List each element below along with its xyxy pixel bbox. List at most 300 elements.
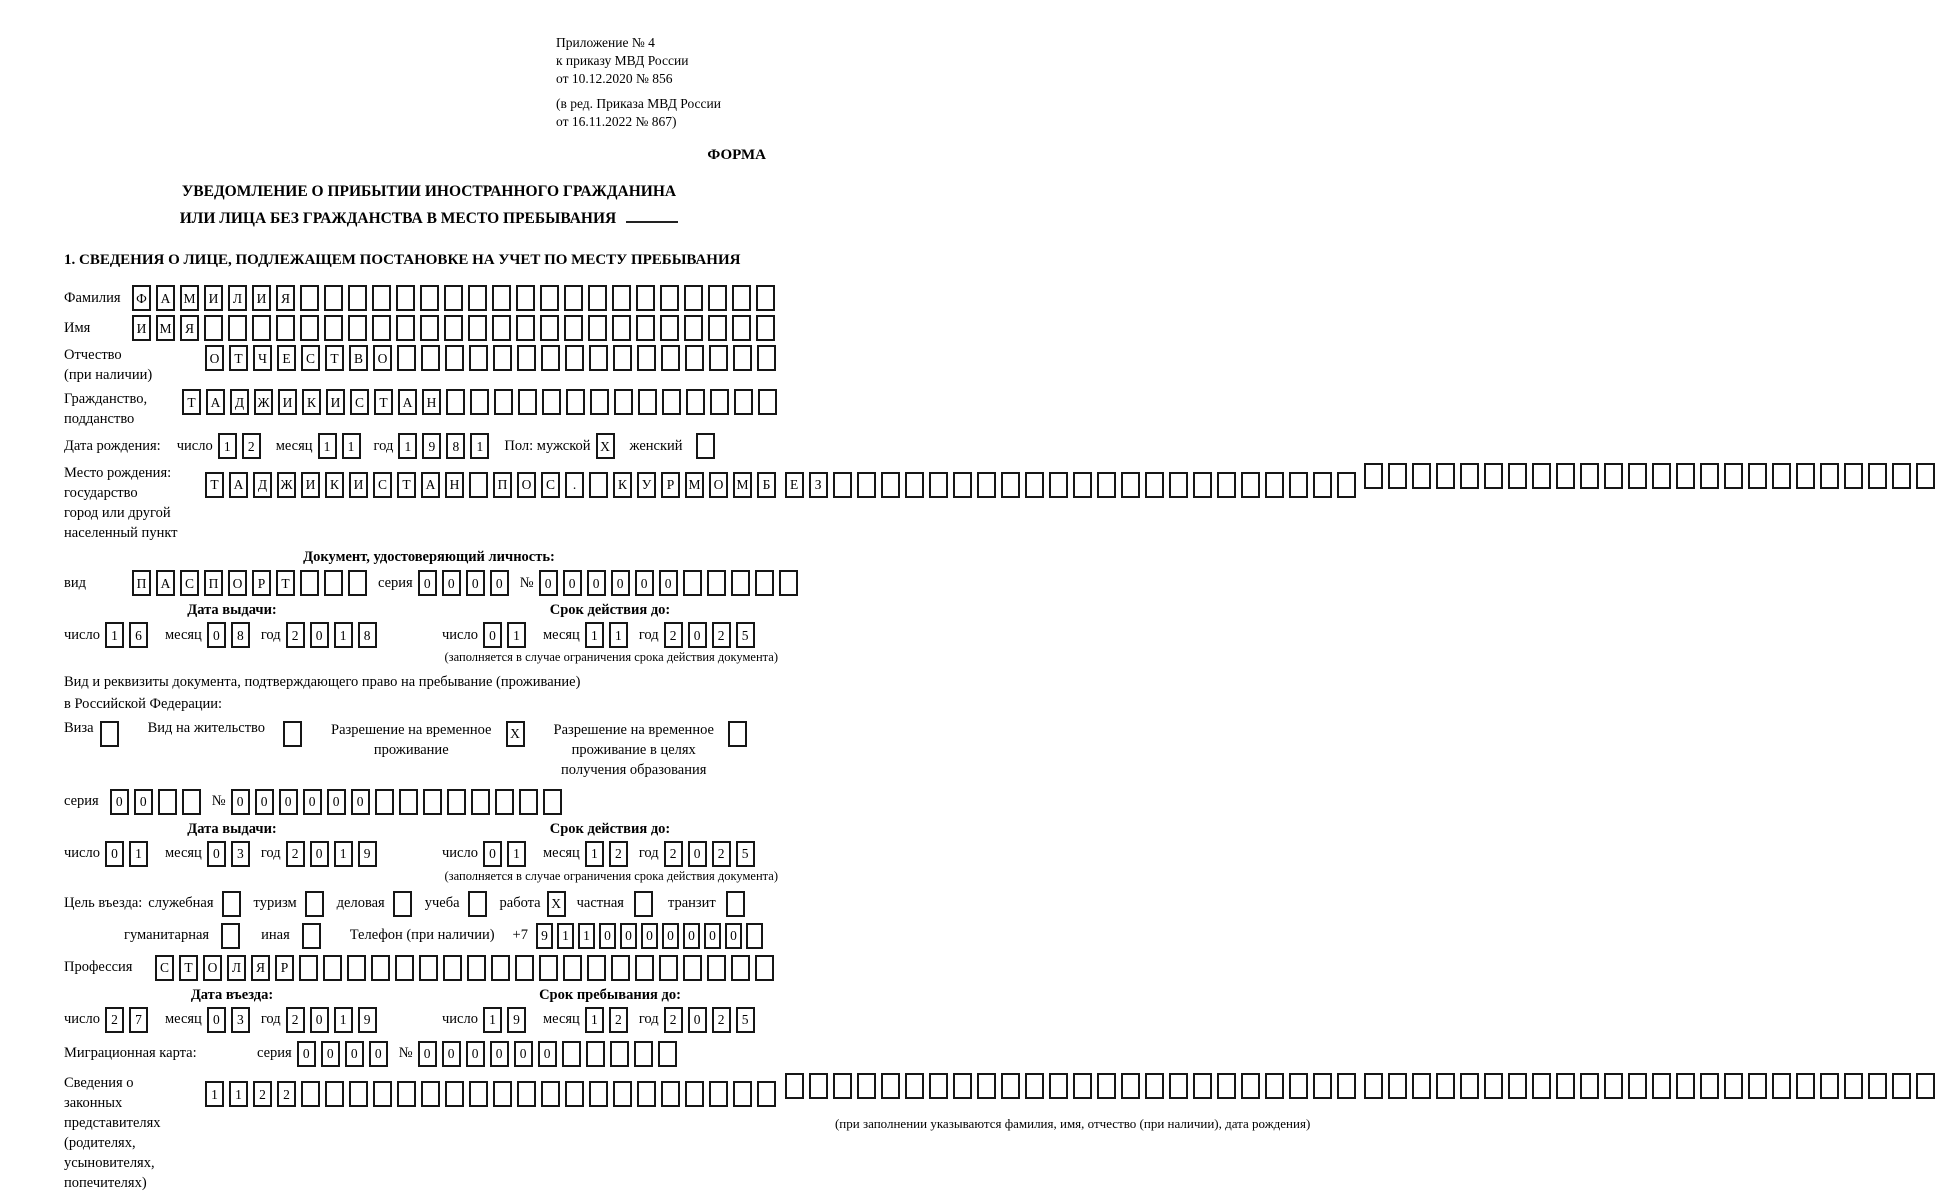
char-cell[interactable] xyxy=(1289,1073,1308,1099)
char-cell[interactable] xyxy=(564,285,583,311)
char-cell[interactable]: 1 xyxy=(229,1081,248,1107)
char-cell[interactable]: 6 xyxy=(129,622,148,648)
char-cell[interactable]: 0 xyxy=(207,622,226,648)
char-cell[interactable]: 0 xyxy=(255,789,274,815)
char-cell[interactable] xyxy=(562,1041,581,1067)
char-cell[interactable] xyxy=(539,955,558,981)
char-cell[interactable]: 0 xyxy=(483,622,502,648)
char-cell[interactable]: 0 xyxy=(538,1041,557,1067)
char-cell[interactable]: У xyxy=(637,472,656,498)
char-cell[interactable] xyxy=(1241,472,1260,498)
char-cell[interactable] xyxy=(1652,1073,1671,1099)
char-cell[interactable] xyxy=(1265,1073,1284,1099)
char-cell[interactable]: 9 xyxy=(507,1007,526,1033)
char-cell[interactable]: 0 xyxy=(688,1007,707,1033)
char-cell[interactable] xyxy=(300,570,319,596)
char-cell[interactable]: О xyxy=(373,345,392,371)
char-cell[interactable] xyxy=(283,721,302,747)
char-cell[interactable] xyxy=(372,285,391,311)
char-cell[interactable] xyxy=(1604,1073,1623,1099)
char-cell[interactable]: 0 xyxy=(688,841,707,867)
char-cell[interactable] xyxy=(541,1081,560,1107)
char-cell[interactable] xyxy=(905,472,924,498)
char-cell[interactable]: И xyxy=(204,285,223,311)
char-cell[interactable] xyxy=(614,389,633,415)
char-cell[interactable] xyxy=(1604,463,1623,489)
char-cell[interactable]: А xyxy=(421,472,440,498)
char-cell[interactable] xyxy=(1700,1073,1719,1099)
char-cell[interactable]: К xyxy=(613,472,632,498)
char-cell[interactable] xyxy=(1724,1073,1743,1099)
char-cell[interactable]: 7 xyxy=(129,1007,148,1033)
char-cell[interactable]: 1 xyxy=(470,433,489,459)
char-cell[interactable] xyxy=(1337,472,1356,498)
char-cell[interactable] xyxy=(1169,1073,1188,1099)
char-cell[interactable]: Ф xyxy=(132,285,151,311)
char-cell[interactable] xyxy=(1145,1073,1164,1099)
char-cell[interactable] xyxy=(660,285,679,311)
char-cell[interactable]: 2 xyxy=(712,841,731,867)
char-cell[interactable] xyxy=(517,1081,536,1107)
char-cell[interactable] xyxy=(324,285,343,311)
char-cell[interactable]: 0 xyxy=(345,1041,364,1067)
char-cell[interactable] xyxy=(1916,1073,1935,1099)
char-cell[interactable] xyxy=(636,315,655,341)
char-cell[interactable]: 0 xyxy=(418,1041,437,1067)
char-cell[interactable] xyxy=(300,285,319,311)
char-cell[interactable] xyxy=(611,955,630,981)
char-cell[interactable] xyxy=(929,1073,948,1099)
char-cell[interactable]: 2 xyxy=(242,433,261,459)
char-cell[interactable]: 2 xyxy=(664,622,683,648)
char-cell[interactable] xyxy=(494,389,513,415)
char-cell[interactable]: И xyxy=(132,315,151,341)
char-cell[interactable] xyxy=(755,955,774,981)
char-cell[interactable] xyxy=(543,789,562,815)
char-cell[interactable]: 0 xyxy=(620,923,637,949)
char-cell[interactable] xyxy=(731,955,750,981)
char-cell[interactable]: 0 xyxy=(490,1041,509,1067)
char-cell[interactable]: Л xyxy=(227,955,246,981)
char-cell[interactable]: О xyxy=(203,955,222,981)
char-cell[interactable]: О xyxy=(205,345,224,371)
char-cell[interactable] xyxy=(301,1081,320,1107)
char-cell[interactable] xyxy=(586,1041,605,1067)
char-cell[interactable] xyxy=(637,345,656,371)
char-cell[interactable] xyxy=(881,1073,900,1099)
char-cell[interactable]: Т xyxy=(182,389,201,415)
char-cell[interactable] xyxy=(1892,1073,1911,1099)
char-cell[interactable] xyxy=(685,345,704,371)
char-cell[interactable] xyxy=(785,1073,804,1099)
char-cell[interactable] xyxy=(1097,1073,1116,1099)
char-cell[interactable]: О xyxy=(517,472,536,498)
char-cell[interactable] xyxy=(1484,463,1503,489)
char-cell[interactable] xyxy=(953,472,972,498)
char-cell[interactable]: 2 xyxy=(664,1007,683,1033)
char-cell[interactable]: 2 xyxy=(286,841,305,867)
char-cell[interactable] xyxy=(905,1073,924,1099)
char-cell[interactable]: 0 xyxy=(635,570,654,596)
char-cell[interactable] xyxy=(881,472,900,498)
char-cell[interactable] xyxy=(662,389,681,415)
char-cell[interactable] xyxy=(468,285,487,311)
char-cell[interactable]: 0 xyxy=(442,1041,461,1067)
char-cell[interactable] xyxy=(1532,1073,1551,1099)
char-cell[interactable]: С xyxy=(350,389,369,415)
char-cell[interactable] xyxy=(708,315,727,341)
char-cell[interactable] xyxy=(420,285,439,311)
char-cell[interactable] xyxy=(833,1073,852,1099)
char-cell[interactable] xyxy=(746,923,763,949)
char-cell[interactable]: 2 xyxy=(253,1081,272,1107)
char-cell[interactable] xyxy=(589,472,608,498)
char-cell[interactable] xyxy=(732,315,751,341)
char-cell[interactable]: П xyxy=(132,570,151,596)
char-cell[interactable] xyxy=(492,315,511,341)
char-cell[interactable] xyxy=(733,345,752,371)
char-cell[interactable]: 8 xyxy=(446,433,465,459)
char-cell[interactable] xyxy=(421,345,440,371)
char-cell[interactable]: М xyxy=(685,472,704,498)
char-cell[interactable] xyxy=(953,1073,972,1099)
char-cell[interactable]: С xyxy=(301,345,320,371)
char-cell[interactable] xyxy=(1436,463,1455,489)
char-cell[interactable] xyxy=(324,315,343,341)
char-cell[interactable]: Н xyxy=(422,389,441,415)
char-cell[interactable] xyxy=(1241,1073,1260,1099)
char-cell[interactable] xyxy=(1580,1073,1599,1099)
char-cell[interactable] xyxy=(396,315,415,341)
char-cell[interactable] xyxy=(661,1081,680,1107)
char-cell[interactable] xyxy=(540,285,559,311)
char-cell[interactable]: 9 xyxy=(358,1007,377,1033)
char-cell[interactable]: X xyxy=(596,433,615,459)
char-cell[interactable] xyxy=(1508,1073,1527,1099)
char-cell[interactable] xyxy=(1121,472,1140,498)
char-cell[interactable] xyxy=(1313,472,1332,498)
char-cell[interactable] xyxy=(1265,472,1284,498)
char-cell[interactable] xyxy=(348,285,367,311)
char-cell[interactable] xyxy=(1556,1073,1575,1099)
char-cell[interactable] xyxy=(395,955,414,981)
char-cell[interactable]: 8 xyxy=(358,622,377,648)
char-cell[interactable] xyxy=(302,923,321,949)
char-cell[interactable]: 0 xyxy=(351,789,370,815)
char-cell[interactable]: О xyxy=(228,570,247,596)
char-cell[interactable]: П xyxy=(493,472,512,498)
char-cell[interactable]: 2 xyxy=(286,622,305,648)
char-cell[interactable]: 5 xyxy=(736,622,755,648)
char-cell[interactable]: 2 xyxy=(105,1007,124,1033)
char-cell[interactable] xyxy=(612,285,631,311)
char-cell[interactable] xyxy=(634,891,653,917)
char-cell[interactable]: 0 xyxy=(207,1007,226,1033)
char-cell[interactable]: 0 xyxy=(297,1041,316,1067)
char-cell[interactable]: А xyxy=(229,472,248,498)
char-cell[interactable]: 0 xyxy=(725,923,742,949)
char-cell[interactable] xyxy=(636,285,655,311)
char-cell[interactable]: П xyxy=(204,570,223,596)
char-cell[interactable] xyxy=(565,1081,584,1107)
char-cell[interactable] xyxy=(516,285,535,311)
char-cell[interactable] xyxy=(447,789,466,815)
char-cell[interactable]: О xyxy=(709,472,728,498)
char-cell[interactable] xyxy=(397,1081,416,1107)
char-cell[interactable]: Ж xyxy=(277,472,296,498)
char-cell[interactable]: X xyxy=(547,891,566,917)
char-cell[interactable] xyxy=(756,285,775,311)
char-cell[interactable] xyxy=(857,1073,876,1099)
char-cell[interactable] xyxy=(661,345,680,371)
char-cell[interactable]: С xyxy=(180,570,199,596)
char-cell[interactable]: 0 xyxy=(662,923,679,949)
char-cell[interactable]: . xyxy=(565,472,584,498)
char-cell[interactable] xyxy=(222,891,241,917)
char-cell[interactable] xyxy=(1073,1073,1092,1099)
char-cell[interactable] xyxy=(399,789,418,815)
char-cell[interactable]: 2 xyxy=(712,1007,731,1033)
char-cell[interactable] xyxy=(708,285,727,311)
char-cell[interactable] xyxy=(758,389,777,415)
char-cell[interactable] xyxy=(857,472,876,498)
char-cell[interactable]: 9 xyxy=(536,923,553,949)
char-cell[interactable] xyxy=(613,1081,632,1107)
char-cell[interactable] xyxy=(1580,463,1599,489)
char-cell[interactable]: X xyxy=(506,721,525,747)
char-cell[interactable] xyxy=(324,570,343,596)
char-cell[interactable]: 1 xyxy=(334,622,353,648)
char-cell[interactable]: 3 xyxy=(231,1007,250,1033)
char-cell[interactable] xyxy=(467,955,486,981)
char-cell[interactable] xyxy=(468,891,487,917)
char-cell[interactable]: З xyxy=(809,472,828,498)
char-cell[interactable]: В xyxy=(349,345,368,371)
char-cell[interactable]: Л xyxy=(228,285,247,311)
char-cell[interactable] xyxy=(1748,463,1767,489)
char-cell[interactable]: 0 xyxy=(587,570,606,596)
char-cell[interactable] xyxy=(515,955,534,981)
char-cell[interactable] xyxy=(756,315,775,341)
char-cell[interactable]: 1 xyxy=(585,1007,604,1033)
char-cell[interactable]: Р xyxy=(275,955,294,981)
char-cell[interactable] xyxy=(564,315,583,341)
char-cell[interactable]: 0 xyxy=(231,789,250,815)
char-cell[interactable] xyxy=(1676,1073,1695,1099)
char-cell[interactable] xyxy=(204,315,223,341)
char-cell[interactable] xyxy=(1676,463,1695,489)
char-cell[interactable]: 0 xyxy=(490,570,509,596)
char-cell[interactable]: К xyxy=(325,472,344,498)
char-cell[interactable] xyxy=(728,721,747,747)
char-cell[interactable] xyxy=(1313,1073,1332,1099)
char-cell[interactable] xyxy=(613,345,632,371)
char-cell[interactable] xyxy=(732,285,751,311)
char-cell[interactable]: 1 xyxy=(218,433,237,459)
char-cell[interactable] xyxy=(1049,472,1068,498)
char-cell[interactable] xyxy=(445,1081,464,1107)
char-cell[interactable] xyxy=(445,345,464,371)
char-cell[interactable]: Т xyxy=(374,389,393,415)
char-cell[interactable]: Т xyxy=(229,345,248,371)
char-cell[interactable] xyxy=(1388,463,1407,489)
char-cell[interactable]: Т xyxy=(179,955,198,981)
char-cell[interactable]: 0 xyxy=(483,841,502,867)
char-cell[interactable] xyxy=(276,315,295,341)
char-cell[interactable] xyxy=(1772,463,1791,489)
char-cell[interactable]: 0 xyxy=(704,923,721,949)
char-cell[interactable]: 8 xyxy=(231,622,250,648)
char-cell[interactable] xyxy=(1097,472,1116,498)
char-cell[interactable] xyxy=(635,955,654,981)
char-cell[interactable] xyxy=(612,315,631,341)
char-cell[interactable] xyxy=(518,389,537,415)
char-cell[interactable] xyxy=(468,315,487,341)
char-cell[interactable]: 2 xyxy=(277,1081,296,1107)
char-cell[interactable] xyxy=(683,955,702,981)
char-cell[interactable]: 0 xyxy=(466,1041,485,1067)
char-cell[interactable] xyxy=(588,285,607,311)
char-cell[interactable] xyxy=(517,345,536,371)
char-cell[interactable]: 0 xyxy=(599,923,616,949)
char-cell[interactable] xyxy=(493,345,512,371)
char-cell[interactable]: 5 xyxy=(736,1007,755,1033)
char-cell[interactable]: 1 xyxy=(609,622,628,648)
char-cell[interactable] xyxy=(348,570,367,596)
char-cell[interactable] xyxy=(757,1081,776,1107)
char-cell[interactable] xyxy=(491,955,510,981)
char-cell[interactable]: 1 xyxy=(585,622,604,648)
char-cell[interactable] xyxy=(1001,472,1020,498)
char-cell[interactable]: М xyxy=(156,315,175,341)
char-cell[interactable] xyxy=(638,389,657,415)
char-cell[interactable] xyxy=(541,345,560,371)
char-cell[interactable]: 1 xyxy=(342,433,361,459)
char-cell[interactable]: М xyxy=(733,472,752,498)
char-cell[interactable] xyxy=(733,1081,752,1107)
char-cell[interactable] xyxy=(1460,463,1479,489)
char-cell[interactable]: 0 xyxy=(442,570,461,596)
char-cell[interactable] xyxy=(1388,1073,1407,1099)
char-cell[interactable] xyxy=(542,389,561,415)
char-cell[interactable]: 0 xyxy=(134,789,153,815)
char-cell[interactable] xyxy=(1217,1073,1236,1099)
char-cell[interactable]: 0 xyxy=(327,789,346,815)
char-cell[interactable] xyxy=(685,1081,704,1107)
char-cell[interactable]: 0 xyxy=(611,570,630,596)
char-cell[interactable]: А xyxy=(156,285,175,311)
char-cell[interactable] xyxy=(929,472,948,498)
char-cell[interactable] xyxy=(540,315,559,341)
char-cell[interactable]: 0 xyxy=(683,923,700,949)
char-cell[interactable] xyxy=(471,789,490,815)
char-cell[interactable] xyxy=(1868,1073,1887,1099)
char-cell[interactable] xyxy=(470,389,489,415)
char-cell[interactable]: 0 xyxy=(207,841,226,867)
char-cell[interactable] xyxy=(516,315,535,341)
char-cell[interactable]: Д xyxy=(253,472,272,498)
char-cell[interactable] xyxy=(305,891,324,917)
char-cell[interactable] xyxy=(1169,472,1188,498)
char-cell[interactable]: Т xyxy=(276,570,295,596)
char-cell[interactable]: 1 xyxy=(105,622,124,648)
char-cell[interactable] xyxy=(1916,463,1935,489)
char-cell[interactable] xyxy=(588,315,607,341)
char-cell[interactable] xyxy=(423,789,442,815)
char-cell[interactable]: 0 xyxy=(688,622,707,648)
char-cell[interactable] xyxy=(182,789,201,815)
char-cell[interactable]: 1 xyxy=(318,433,337,459)
char-cell[interactable] xyxy=(563,955,582,981)
char-cell[interactable]: 0 xyxy=(659,570,678,596)
char-cell[interactable]: 1 xyxy=(129,841,148,867)
char-cell[interactable] xyxy=(300,315,319,341)
char-cell[interactable] xyxy=(100,721,119,747)
char-cell[interactable] xyxy=(696,433,715,459)
char-cell[interactable] xyxy=(565,345,584,371)
char-cell[interactable]: Р xyxy=(661,472,680,498)
char-cell[interactable] xyxy=(757,345,776,371)
char-cell[interactable]: 0 xyxy=(279,789,298,815)
char-cell[interactable]: 0 xyxy=(303,789,322,815)
char-cell[interactable] xyxy=(589,345,608,371)
char-cell[interactable] xyxy=(1193,472,1212,498)
char-cell[interactable] xyxy=(371,955,390,981)
char-cell[interactable] xyxy=(809,1073,828,1099)
char-cell[interactable]: 3 xyxy=(231,841,250,867)
char-cell[interactable]: 1 xyxy=(507,622,526,648)
char-cell[interactable] xyxy=(1217,472,1236,498)
char-cell[interactable] xyxy=(444,315,463,341)
char-cell[interactable]: Д xyxy=(230,389,249,415)
char-cell[interactable] xyxy=(610,1041,629,1067)
char-cell[interactable]: И xyxy=(278,389,297,415)
char-cell[interactable]: 0 xyxy=(369,1041,388,1067)
char-cell[interactable]: 0 xyxy=(418,570,437,596)
char-cell[interactable] xyxy=(1364,1073,1383,1099)
char-cell[interactable] xyxy=(1364,463,1383,489)
char-cell[interactable]: С xyxy=(373,472,392,498)
char-cell[interactable] xyxy=(709,345,728,371)
char-cell[interactable] xyxy=(375,789,394,815)
char-cell[interactable] xyxy=(443,955,462,981)
char-cell[interactable] xyxy=(519,789,538,815)
char-cell[interactable]: 2 xyxy=(664,841,683,867)
char-cell[interactable]: С xyxy=(541,472,560,498)
char-cell[interactable] xyxy=(469,1081,488,1107)
char-cell[interactable]: 0 xyxy=(321,1041,340,1067)
char-cell[interactable] xyxy=(1796,1073,1815,1099)
char-cell[interactable]: К xyxy=(302,389,321,415)
char-cell[interactable] xyxy=(348,315,367,341)
char-cell[interactable]: С xyxy=(155,955,174,981)
char-cell[interactable] xyxy=(1748,1073,1767,1099)
char-cell[interactable] xyxy=(1289,472,1308,498)
char-cell[interactable] xyxy=(1700,463,1719,489)
char-cell[interactable] xyxy=(1652,463,1671,489)
char-cell[interactable]: 5 xyxy=(736,841,755,867)
char-cell[interactable]: 2 xyxy=(609,1007,628,1033)
char-cell[interactable]: М xyxy=(180,285,199,311)
char-cell[interactable] xyxy=(660,315,679,341)
char-cell[interactable] xyxy=(393,891,412,917)
char-cell[interactable] xyxy=(396,285,415,311)
char-cell[interactable]: 1 xyxy=(398,433,417,459)
char-cell[interactable] xyxy=(1796,463,1815,489)
char-cell[interactable] xyxy=(373,1081,392,1107)
char-cell[interactable]: 9 xyxy=(422,433,441,459)
char-cell[interactable] xyxy=(1892,463,1911,489)
